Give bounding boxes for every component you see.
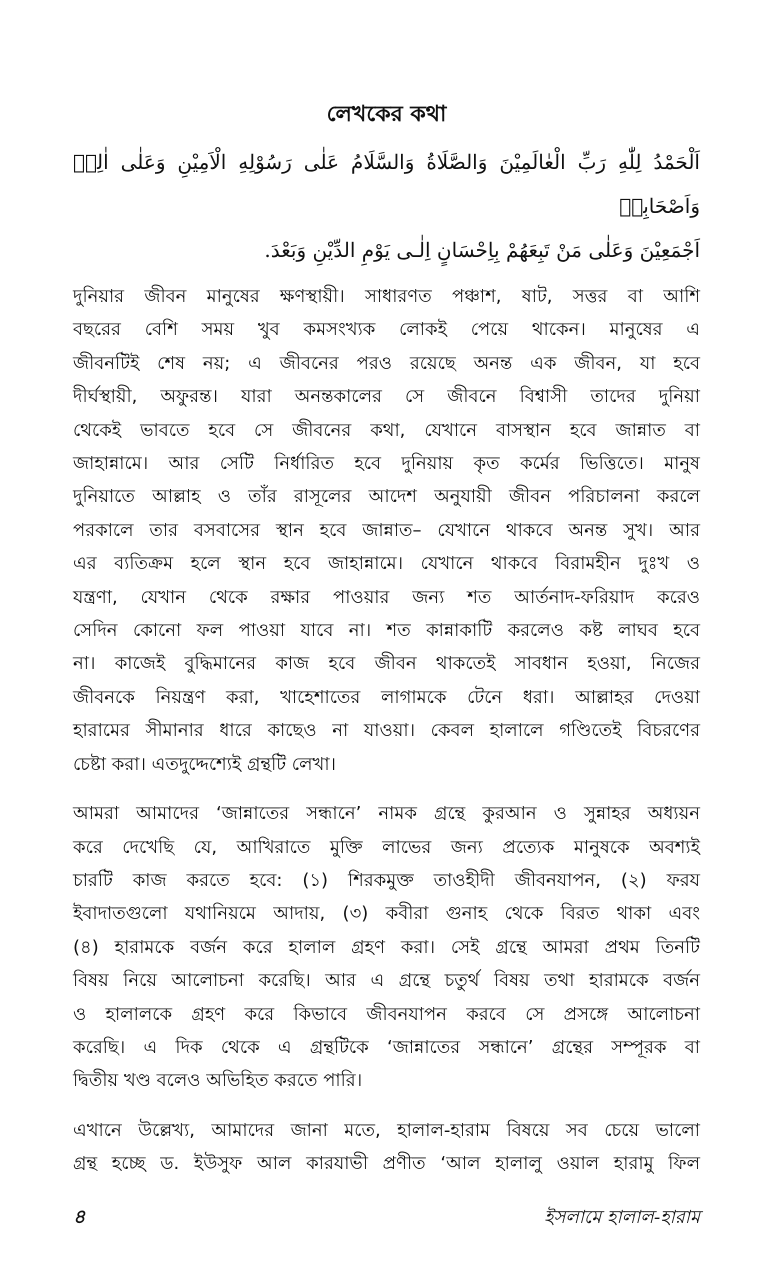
paragraph-2 (73, 797, 700, 1098)
text-line: দীর্ঘস্থায়ী, অফুরন্ত। যারা অনন্তকালের সে জীবনে বিশ্বাসী তাদের দুনিয়া (73, 386, 700, 408)
page-number: ৪ (73, 1205, 86, 1228)
text-line: যন্ত্রণা, যেখান থেকে রক্ষার পাওয়ার জন্য শত আর্তনাদ-ফরিয়াদ করেও (73, 586, 700, 608)
text-line: করে দেখেছি যে, আখিরাতে মুক্তি লাভের জন্য প্রত্যেক মানুষকে অবশ্যই (73, 836, 700, 858)
text-line: বছরের বেশি সময় খুব কমসংখ্যক লোকই পেয়ে থাকেন। মানুষের এ (73, 319, 700, 341)
page-footer (73, 1203, 700, 1235)
text-line: করেছি। এ দিক থেকে এ গ্রন্থটিকে ‘জান্নাতের সন্ধানে’ গ্রন্থের সম্পূরক বা (73, 1036, 700, 1058)
text-line: দুনিয়াতে আল্লাহ ও তাঁর রাসূলের আদেশ অনুযায়ী জীবন পরিচালনা করলে (73, 486, 700, 508)
paragraph-1 (73, 280, 700, 781)
text-line: না। কাজেই বুদ্ধিমানের কাজ হবে জীবন থাকতেই সাবধান হওয়া, নিজের (73, 653, 700, 675)
text-line: পরকালে তার বসবাসের স্থান হবে জান্নাত– যেখানে থাকবে অনন্ত সুখ। আর (73, 519, 700, 541)
page-title: লেখকের কথা (326, 102, 447, 127)
text-line: দ্বিতীয় খণ্ড বলেও অভিহিত করতে পারি। (73, 1070, 363, 1092)
text-line: এর ব্যতিক্রম হলে স্থান হবে জাহান্নামে। যেখানে থাকবে বিরামহীন দুঃখ ও (73, 553, 700, 575)
text-line: গ্রন্থ হচ্ছে ড. ইউসুফ আল কারযাভী প্রণীত ‘আল হালালু ওয়াল হারামু ফিল (73, 1153, 700, 1175)
text-line: জাহান্নামে। আর সেটি নির্ধারিত হবে দুনিয়ায় কৃত কর্মের ভিত্তিতে। মানুষ (73, 453, 700, 475)
text-line: হারামের সীমানার ধারে কাছেও না যাওয়া। কেবল হালালে গণ্ডিতেই বিচরণের (73, 720, 700, 742)
text-line: (৪) হারামকে বর্জন করে হালাল গ্রহণ করা। সেই গ্রন্থে আমরা প্রথম তিনটি (73, 936, 700, 958)
text-line: আমরা আমাদের ‘জান্নাতের সন্ধানে’ নামক গ্রন্থে কুরআন ও সুন্নাহর অধ্যয়ন (73, 803, 700, 825)
text-line: জীবনটিই শেষ নয়; এ জীবনের পরও রয়েছে অনন্ত এক জীবন, যা হবে (73, 352, 700, 374)
text-line: থেকেই ভাবতে হবে সে জীবনের কথা, যেখানে বাসস্থান হবে জান্নাত বা (73, 419, 700, 441)
paragraph-3 (73, 1114, 700, 1181)
text-line: ও হালালকে গ্রহণ করে কিভাবে জীবনযাপন করবে সে প্রসঙ্গে আলোচনা (73, 1003, 700, 1025)
text-line: বিষয় নিয়ে আলোচনা করেছি। আর এ গ্রন্থে চতুর্থ বিষয় তথা হারামকে বর্জন (73, 970, 700, 992)
running-footer-title: ইসলামে হালাল-হারাম (544, 1206, 700, 1228)
text-line: এখানে উল্লেখ্য, আমাদের জানা মতে, হালাল-হারাম বিষয়ে সব চেয়ে ভালো (73, 1119, 700, 1141)
text-line: দুনিয়ার জীবন মানুষের ক্ষণস্থায়ী। সাধারণত পঞ্চাশ, ষাট, সত্তর বা আশি (73, 286, 700, 307)
text-line: চেষ্টা করা। এতদুদ্দেশ্যেই গ্রন্থটি লেখা। (73, 753, 336, 775)
text-line: জীবনকে নিয়ন্ত্রণ করা, খাহেশাতের লাগামকে টেনে ধরা। আল্লাহর দেওয়া (73, 686, 700, 708)
text-line: ইবাদাতগুলো যথানিয়মে আদায়, (৩) কবীরা গুনাহ থেকে বিরত থাকা এবং (73, 903, 700, 925)
arabic-invocation-line-2: اَجْمَعِيْنَ وَعَلٰى مَنْ تَبِعَهُمْ بِاِحْسَانٍ اِلٰـى يَوْمِ الدِّيْنِ وَبَعْدَ. (264, 238, 700, 262)
text-line: সেদিন কোনো ফল পাওয়া যাবে না। শত কান্নাকাটি করলেও কষ্ট লাঘব হবে (73, 620, 700, 642)
text-line: চারটি কাজ করতে হবে: (১) শিরকমুক্ত তাওহীদী জীবনযাপন, (২) ফরয (73, 869, 700, 891)
arabic-invocation-line-1: اَلْحَمْدُ لِلّٰهِ رَبِّ الْعٰالَمِيْنَ وَالصَّلَاةُ وَالسَّلَامُ عَلٰى رَسُوْلِهِ الْاَمِيْنِ وَعَلٰى اٰلِهٖ وَاَصْحَابِهٖ (73, 150, 700, 218)
